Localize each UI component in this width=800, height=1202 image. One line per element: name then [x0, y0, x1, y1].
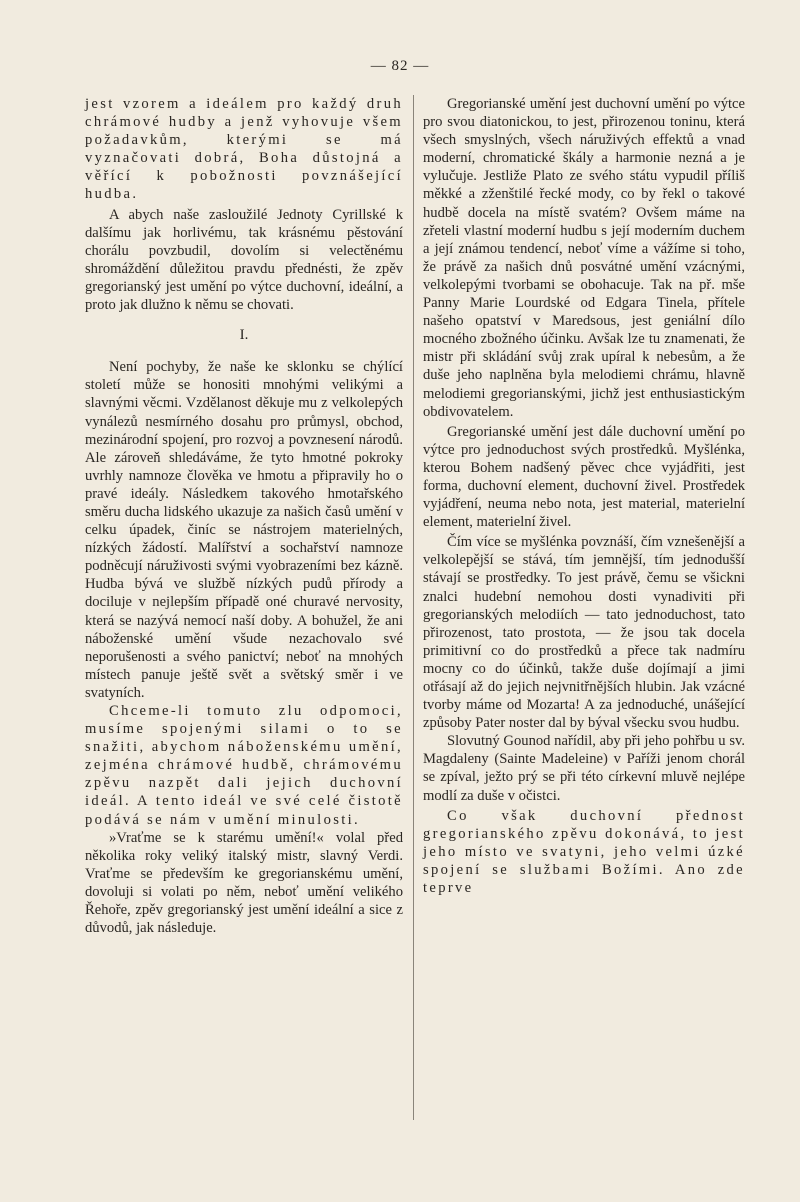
- right-paragraph-2: Gregorianské umění jest dále duchovní umění po výtce pro jednoduchost svých prostředků. Myšlénka, kterou Bohem nadšený pěvec chce vyjádřiti, jest forma, duchovní element, duchovní živel. Prostředek vyjádření, neuma nebo nota, jest material, materielní element, materielní živel.: [423, 423, 745, 531]
- right-column: [423, 95, 745, 897]
- section-heading: I.: [239, 327, 249, 344]
- left-paragraph-5: »Vraťme se k starému umění!« volal před několika roky veliký italský mistr, slavný Verdi. Vraťme se především ke gregorianskému umění, dovoluji si volati po něm, neboť umění velikého Řehoře, zpěv gregorianský jest umění ideální a sice z důvodů, jak následuje.: [85, 829, 403, 937]
- left-paragraph-3: Není pochyby, že naše ke sklonku se chýlící století může se honositi mnohými velikými a slavnými věcmi. Vzdělanost děkuje mu z velkolepých vynálezů nesmírného dosahu pro průmysl, obchod, mezinárodní spojení, pro rozvoj a povznesení národů. Ale zároveň shledáváme, že tyto hmotné pokroky uvrhly namnoze člověka ve hmotu a připravily ho o pravé ideály. Následkem takového hmotařského směru ducha lidského ukazuje za našich časů umění v celku úpadek, činíc se nástrojem materielných, nízkých žádostí. Malířství a sochařství namnoze podněcují náruživosti svými vyobrazeními bez kázně. Hudba bývá ve službě nízkých pudů přírody a dociluje v nejlepším případě oné churavé nervosity, která se nazývá nemocí naší doby. A bohužel, že ani náboženské umění všude nezachovalo své neporušenosti a svého panictví; neboť na mnohých místech panuje ještě svět a světský směr i ve svatyních.: [85, 359, 403, 701]
- right-paragraph-4: Slovutný Gounod nařídil, aby při jeho pohřbu u sv. Magdaleny (Sainte Madeleine) v Paříži jenom chorál se zpíval, ježto prý se při této církevní mluvě nejlépe modlí za duše v očistci.: [423, 733, 745, 804]
- right-paragraph-5: Co však duchovní přednost gregorianského zpěvu dokonává, to jest jeho místo ve svatyni, jeho velmi úzké spojení se službami Božími. Ano zde teprve: [423, 807, 745, 897]
- left-paragraph-4: Chceme-li tomuto zlu odpomoci, musíme spojenými silami o to se snažiti, abychom náboženskému umění, zejména chrámové hudbě, chrámovému zpěvu nazpět dali jejich duchovní ideál. A tento ideál ve své celé čistotě podává se nám v umění minulosti.: [85, 703, 403, 828]
- right-paragraph-3: Čím více se myšlénka povznáší, čím vznešenější a velkolepější se stává, tím jemnější, tím jednodušší stávají se prostředky. To jest právě, čemu se všickni znalci hudební nemohou dosti vynadiviti při gregorianských melodiích — tato jednoduchost, tato přirozenost, tato prostota, — že jsou tak docela primitivní co do prostředků a přece tak nadmíru mocny co do účinků, takže duše dojímají a jimi otřásají až do jejich nejvnitřnějších hlubin. Jak vzácné tvorby máme od Mozarta! A za jednoduché, unášející způsoby Pater noster dal by býval všecku svou hudbu.: [423, 534, 745, 732]
- left-paragraph-1: jest vzorem a ideálem pro každý druh chrámové hudby a jenž vyhovuje všem požadavkům, kterými se má vyznačovati dobrá, Boha důstojná a věřící k pobožnosti povznášející hudba.: [85, 96, 403, 203]
- left-column: [85, 95, 403, 937]
- column-divider: [413, 95, 414, 1120]
- left-paragraph-2: A abych naše zasloužilé Jednoty Cyrillské k dalšímu jak horlivému, tak krásnému pěstování chorálu povzbudil, dovolím si velectěnému shromáždění důležitou pravdu přednésti, že zpěv gregorianský jest umění po výtce duchovní, ideální, a proto jak dlužno k němu se chovati.: [85, 206, 403, 314]
- right-paragraph-1: Gregorianské umění jest duchovní umění po výtce pro svou diatonickou, to jest, přirozenou toninu, která všech smyslných, všech náruživých effektů a vnad moderní, chromatické škály a harmonie nezná a je vylučuje. Jestliže Plato ze svého státu vypudil příliš měkké a zženštilé řecké mody, co by řekl o takové hudbě docela na místě svatém? Ovšem máme na zřeteli vlastní moderní hudbu s její moderním duchem a její známou tendencí, neboť víme a vážíme si toho, že právě za našich dnů posvátné umění vzácnými, velkolepými tvorbami se obohacuje. Tak na př. mše Panny Marie Lourdské od Edgara Tinela, přítele našeho opatství v Maredsous, jest geniální dílo mocného zbožného účinku. Avšak lze tu znamenati, že mistr při skládání svůj zrak upíral k nebesům, a že duše jeho naplněna byla melodiemi chrámu, hlavně melodiemi gregorianskými, jichž jest enthusiastickým obdivovatelem.: [423, 96, 745, 420]
- page-number: — 82 —: [370, 58, 430, 74]
